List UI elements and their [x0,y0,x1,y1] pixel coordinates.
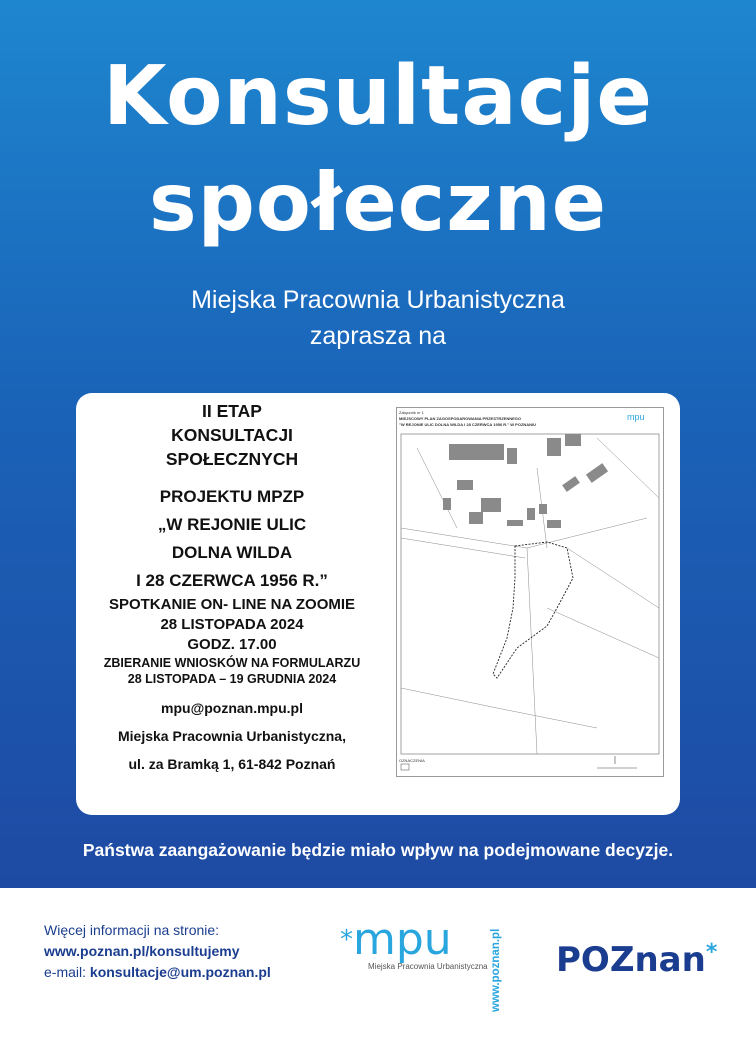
poznan-star-icon: * [705,940,718,965]
meeting-text: SPOTKANIE ON- LINE NA ZOOMIE [108,596,356,613]
footer-url[interactable]: www.poznan.pl/konsultujemy [44,943,240,959]
mpu-star-icon: * [340,925,353,955]
footer-email-row [44,962,271,983]
organizer: Miejska Pracownia Urbanistyczna [191,286,565,314]
map-plan-title: MIEJSCOWY PLAN ZAGOSPODAROWANIA PRZESTRZENNEGO [399,416,522,421]
footer-email[interactable]: konsultacje@um.poznan.pl [89,964,271,980]
poznan-logo-text: POZnan [556,940,706,980]
address: ul. za Bramką 1, 61-842 Poznań [128,756,336,772]
address-org: Miejska Pracownia Urbanistyczna, [118,728,346,744]
project-line: DOLNA WILDA [171,543,293,562]
forms-text: ZBIERANIE WNIOSKÓW NA FORMULARZU [103,656,361,670]
stage-line: KONSULTACJI [171,425,293,445]
vertical-url[interactable]: www.poznan.pl [490,928,502,1012]
meeting-date: 28 LISTOPADA 2024 [160,616,304,633]
project-line: „W REJONIE ULIC [157,515,307,534]
footer-info [44,920,271,983]
stage-line: II ETAP [202,401,262,421]
forms-period: 28 LISTOPADA – 19 GRUDNIA 2024 [127,672,337,686]
mpu-logo-text: mpu [353,914,452,965]
map-legend-title: OZNACZENIA [399,758,425,763]
poznan-logo [556,940,717,980]
info-card [76,393,680,815]
title-line-1: Konsultacje [103,49,653,144]
plan-map [396,407,664,777]
map-drawing [397,408,663,776]
map-plan-area: "W REJONIE ULIC DOLNA WILDA I 28 CZERWCA 1956 R." W POZNANIU [399,422,537,427]
project-line: I 28 CZERWCA 1956 R.” [136,571,328,590]
stage-line: SPOŁECZNYCH [165,449,299,469]
mpu-logo [340,914,488,971]
map-mpu-logo: mpu [627,412,645,422]
contact-email[interactable]: mpu@poznan.mpu.pl [161,700,303,716]
footer-email-label: e-mail: [44,964,90,980]
event-details [76,399,388,775]
map-annex: Załącznik nr 1 [399,410,424,415]
title-line-2: społeczne [149,156,607,249]
invite-text: zaprasza na [309,322,447,350]
project-line: PROJEKTU MPZP [159,487,305,506]
mpu-logo-subtitle: Miejska Pracownia Urbanistyczna [368,962,488,971]
more-info-label: Więcej informacji na stronie: [44,922,220,938]
meeting-time: GODZ. 17.00 [187,636,277,653]
tagline: Państwa zaangażowanie będzie miało wpływ na podejmowane decyzje. [82,840,674,860]
